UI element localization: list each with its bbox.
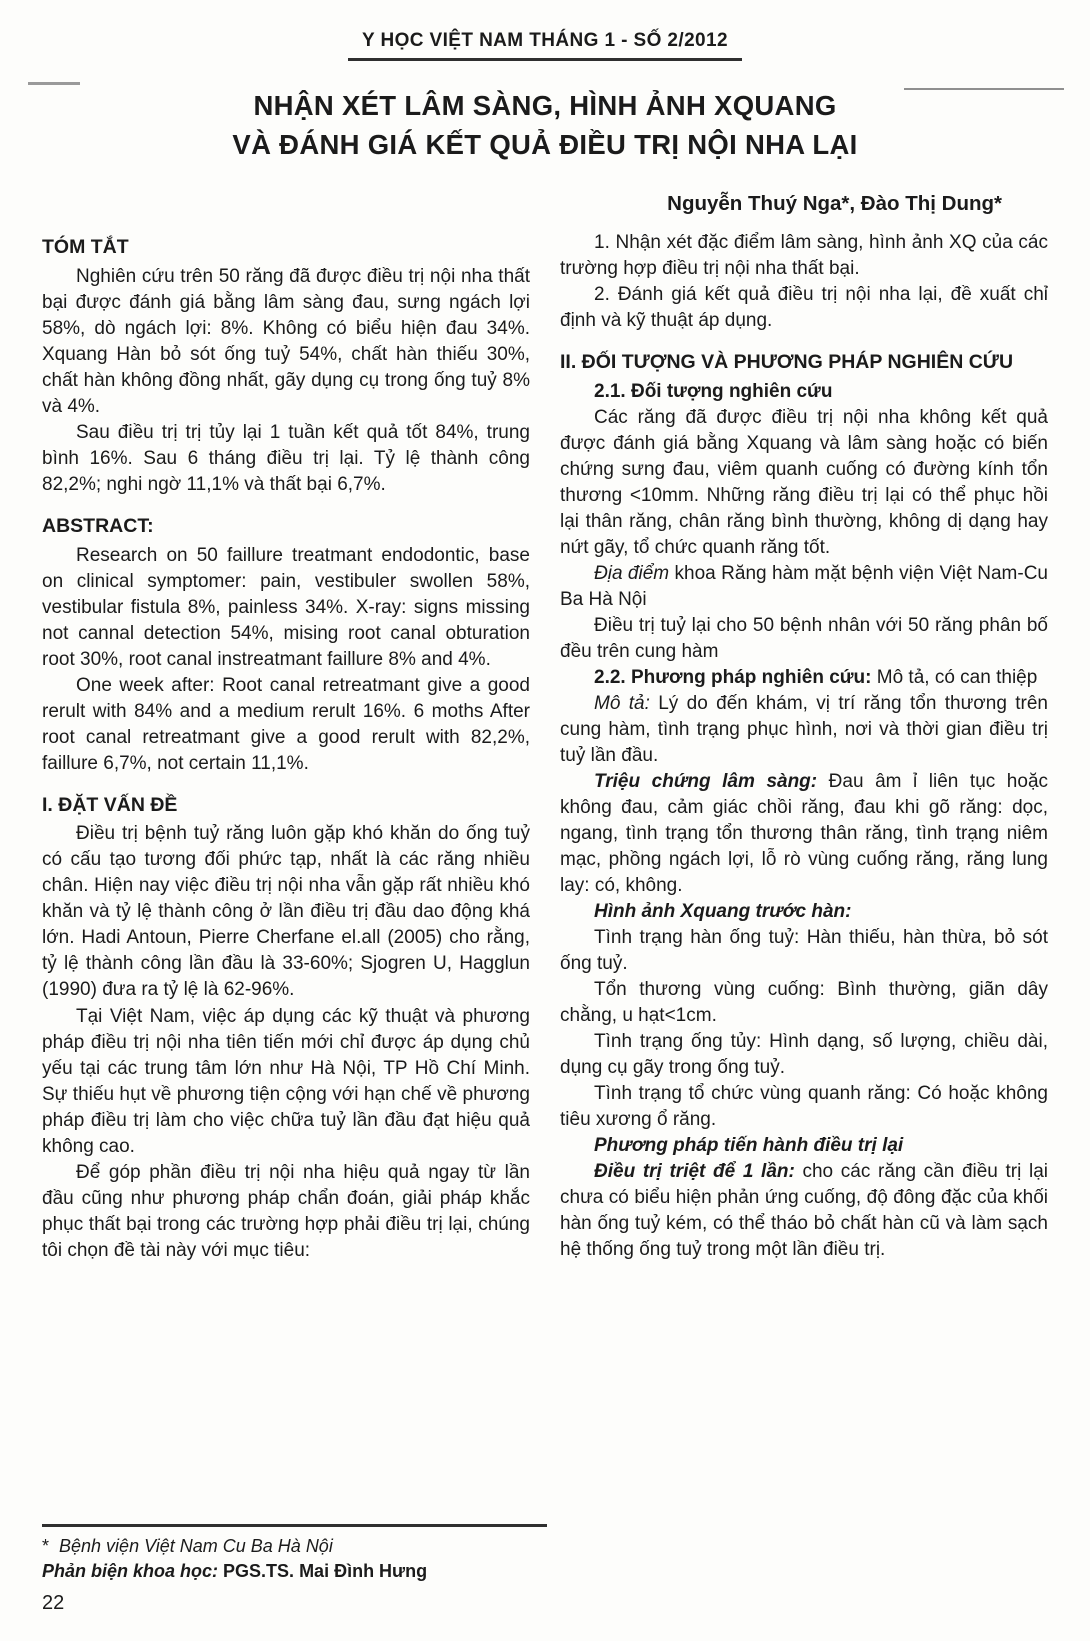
footnote-reviewer-name: PGS.TS. Mai Đình Hưng: [223, 1560, 428, 1581]
tomtat-heading: TÓM TẮT: [42, 236, 129, 258]
footnote-affiliation-text: Bệnh viện Việt Nam Cu Ba Hà Nội: [59, 1536, 333, 1557]
tomtat-paragraph-1: Nghiên cứu trên 50 răng đã được điều trị nội nha thất bại được đánh giá bằng lâm sàng đau, sưng ngách lợi 58%, dò ngách lợi: 8%. Không có biểu hiện đau 34%. Xquang Hàn bỏ sót ống tuỷ 54%, chất hàn thiếu 30%, chất hàn không đồng nhất, gãy dụng cụ trong ống tuỷ 8% và 4%.: [42, 265, 530, 417]
two-column-layout: [42, 230, 1048, 1264]
left-column: [42, 230, 530, 1264]
section1-paragraph-3: Để góp phần điều trị nội nha hiệu quả ngay từ lần đầu cũng như phương pháp chẩn đoán, giải pháp khắc phục thất bại trong các trường hợp phải điều trị lại, chúng tôi chọn đề tài này với mục tiêu:: [42, 1161, 530, 1261]
section1-paragraph-1: Điều trị bệnh tuỷ răng luôn gặp khó khăn do ống tuỷ có cấu tạo tương đối phức tạp, nhất là các răng nhiều chân. Hiện nay việc điều trị nội nha vẫn gặp rất nhiều khó khăn và tỷ lệ thành công ở lần điều trị đầu dao động khá lớn. Hadi Antoun, Pierre Cherfane el.all (2005) cho rằng, tỷ lệ thành công lần đầu là 33-60%; Sjogren U, Hagglun (1990) đưa ra tỷ lệ là 62-96%.: [42, 823, 530, 1001]
trieuchung-paragraph: [560, 769, 1048, 899]
objective-paragraph-1: 1. Nhận xét đặc điểm lâm sàng, hình ảnh XQ của các trường hợp điều trị nội nha thất bại.: [560, 232, 1048, 280]
journal-header-row: [42, 30, 1048, 61]
section22-paragraph: [560, 665, 1048, 691]
location-rest: khoa Răng hàm mặt bệnh viện Việt Nam-Cu Ba Hà Nội: [560, 562, 1048, 610]
abstract-heading: ABSTRACT:: [42, 514, 154, 537]
xquang-heading: Hình ảnh Xquang trước hàn:: [594, 901, 852, 923]
method-heading: Phương pháp tiến hành điều trị lại: [594, 1135, 904, 1157]
mota-rest: Lý do đến khám, vị trí răng tổn thương trên cung hàm, tình trạng phục hình, nơi và thời gian điều trị tuỷ lần đầu.: [560, 692, 1048, 766]
footnote-reviewer-label: Phản biện khoa học:: [42, 1560, 219, 1581]
patients-paragraph: Điều trị tuỷ lại cho 50 bệnh nhân với 50 răng phân bố đều trên cung hàm: [560, 614, 1048, 662]
section1-heading: I. ĐẶT VẤN ĐỀ: [42, 793, 178, 816]
footnote-rule: [42, 1524, 547, 1527]
section2-heading: II. ĐỐI TƯỢNG VÀ PHƯƠNG PHÁP NGHIÊN CỨU: [560, 351, 1014, 374]
section21-paragraph-1: Các răng đã được điều trị nội nha không kết quả được đánh giá bằng Xquang và lâm sàng hoặc có biến chứng sưng đau, viêm quanh cuống có đường kính tổn thương <10mm. Những răng điều trị lại có thể phục hồi lại thân răng, chân răng bình thường, không dị dạng hay nứt gãy, tổ chức quanh răng tốt.: [560, 406, 1048, 558]
right-column: [560, 230, 1048, 1264]
scan-artifact-right: [904, 88, 1064, 90]
section22-rest: Mô tả, có can thiệp: [871, 666, 1038, 688]
article-title-line1: NHẬN XÉT LÂM SÀNG, HÌNH ẢNH XQUANG: [253, 90, 837, 121]
abstract-paragraph-2: One week after: Root canal retreatmant give a good rerult with 84% and a medium rerult 16%. 6 moths After root canal retreatmant give a good rerult with 82,2%, faillure 6,7%, not certain 11,1%.: [42, 674, 530, 774]
xquang-paragraph-3: Tình trạng ống tủy: Hình dạng, số lượng, chiều dài, dụng cụ gãy trong ống tuỷ.: [560, 1031, 1048, 1079]
mota-lead: Mô tả:: [594, 692, 650, 714]
xquang-paragraph-1: Tình trạng hàn ống tuỷ: Hàn thiếu, hàn thừa, bỏ sót ống tuỷ.: [560, 927, 1048, 975]
article-title-line2: VÀ ĐÁNH GIÁ KẾT QUẢ ĐIỀU TRỊ NỘI NHA LẠI: [232, 128, 858, 160]
footnote-area: [42, 1524, 547, 1615]
trieuchung-lead: Triệu chứng lâm sàng:: [594, 771, 818, 792]
article-title: [42, 87, 1048, 164]
footnote-affiliation: [42, 1534, 547, 1558]
objective-paragraph-2: 2. Đánh giá kết quả điều trị nội nha lại, đề xuất chỉ định và kỹ thuật áp dụng.: [560, 284, 1048, 332]
trieuchung-rest: Đau âm ỉ liên tục hoặc không đau, cảm giác chồi răng, đau khi gõ răng: dọc, ngang, tình trạng tổn thương thân răng, tình trạng niêm mạc, phồng ngách lợi, lỗ rò vùng cuống răng, răng lung lay: có, không.: [560, 771, 1049, 897]
trietde-lead: Điều trị triệt để 1 lần:: [594, 1161, 795, 1183]
journal-title: Y HỌC VIỆT NAM THÁNG 1 - SỐ 2/2012: [348, 30, 742, 61]
footnote-star: *: [42, 1536, 50, 1557]
location-paragraph: [560, 561, 1048, 613]
page-number: 22: [42, 1592, 65, 1614]
xquang-paragraph-2: Tổn thương vùng cuống: Bình thường, giãn dây chằng, u hạt<1cm.: [560, 979, 1048, 1027]
scan-artifact-left: [28, 82, 80, 85]
section1-paragraph-2: Tại Việt Nam, việc áp dụng các kỹ thuật và phương pháp điều trị nội nha tiên tiến mới chỉ được áp dụng chủ yếu tại các trung tâm lớn như Hà Nội, TP Hồ Chí Minh. Sự thiếu hụt về phương tiện cộng với hạn chế về phương pháp điều trị làm cho việc chữa tuỷ lần đầu đạt hiệu quả không cao.: [42, 1005, 530, 1157]
tomtat-paragraph-2: Sau điều trị trị tủy lại 1 tuần kết quả tốt 84%, trung bình 16%. Sau 6 tháng điều trị lại. Tỷ lệ thành công 82,2%; nghi ngờ 11,1% và thất bại 6,7%.: [42, 421, 530, 495]
trietde-paragraph: [560, 1159, 1048, 1263]
section21-heading: 2.1. Đối tượng nghiên cứu: [594, 380, 833, 402]
location-lead: Địa điểm: [594, 562, 670, 584]
mota-paragraph: [560, 691, 1048, 769]
abstract-paragraph-1: Research on 50 faillure treatmant endodontic, base on clinical symptomer: pain, vestibuler swollen 58%, vestibular fistula 8%, painless 34%. X-ray: signs missing not cannal detection 54%, mising root canal obturation root 30%, root canal instreatmant faillure 8% and 4%.: [42, 544, 530, 670]
trietde-rest: cho các răng cần điều trị lại chưa có biểu hiện phản ứng cuống, độ đông đặc của khối hàn ống tuỷ kém, có thể tháo bỏ chất hàn cũ và làm sạch hệ thống ống tuỷ trong một lần điều trị.: [560, 1161, 1049, 1261]
xquang-paragraph-4: Tình trạng tổ chức vùng quanh răng: Có hoặc không tiêu xương ổ răng.: [560, 1083, 1048, 1131]
authors-line: Nguyễn Thuý Nga*, Đào Thị Dung*: [667, 192, 1002, 215]
footnote-reviewer: [42, 1559, 547, 1583]
section22-lead: 2.2. Phương pháp nghiên cứu:: [594, 666, 872, 688]
